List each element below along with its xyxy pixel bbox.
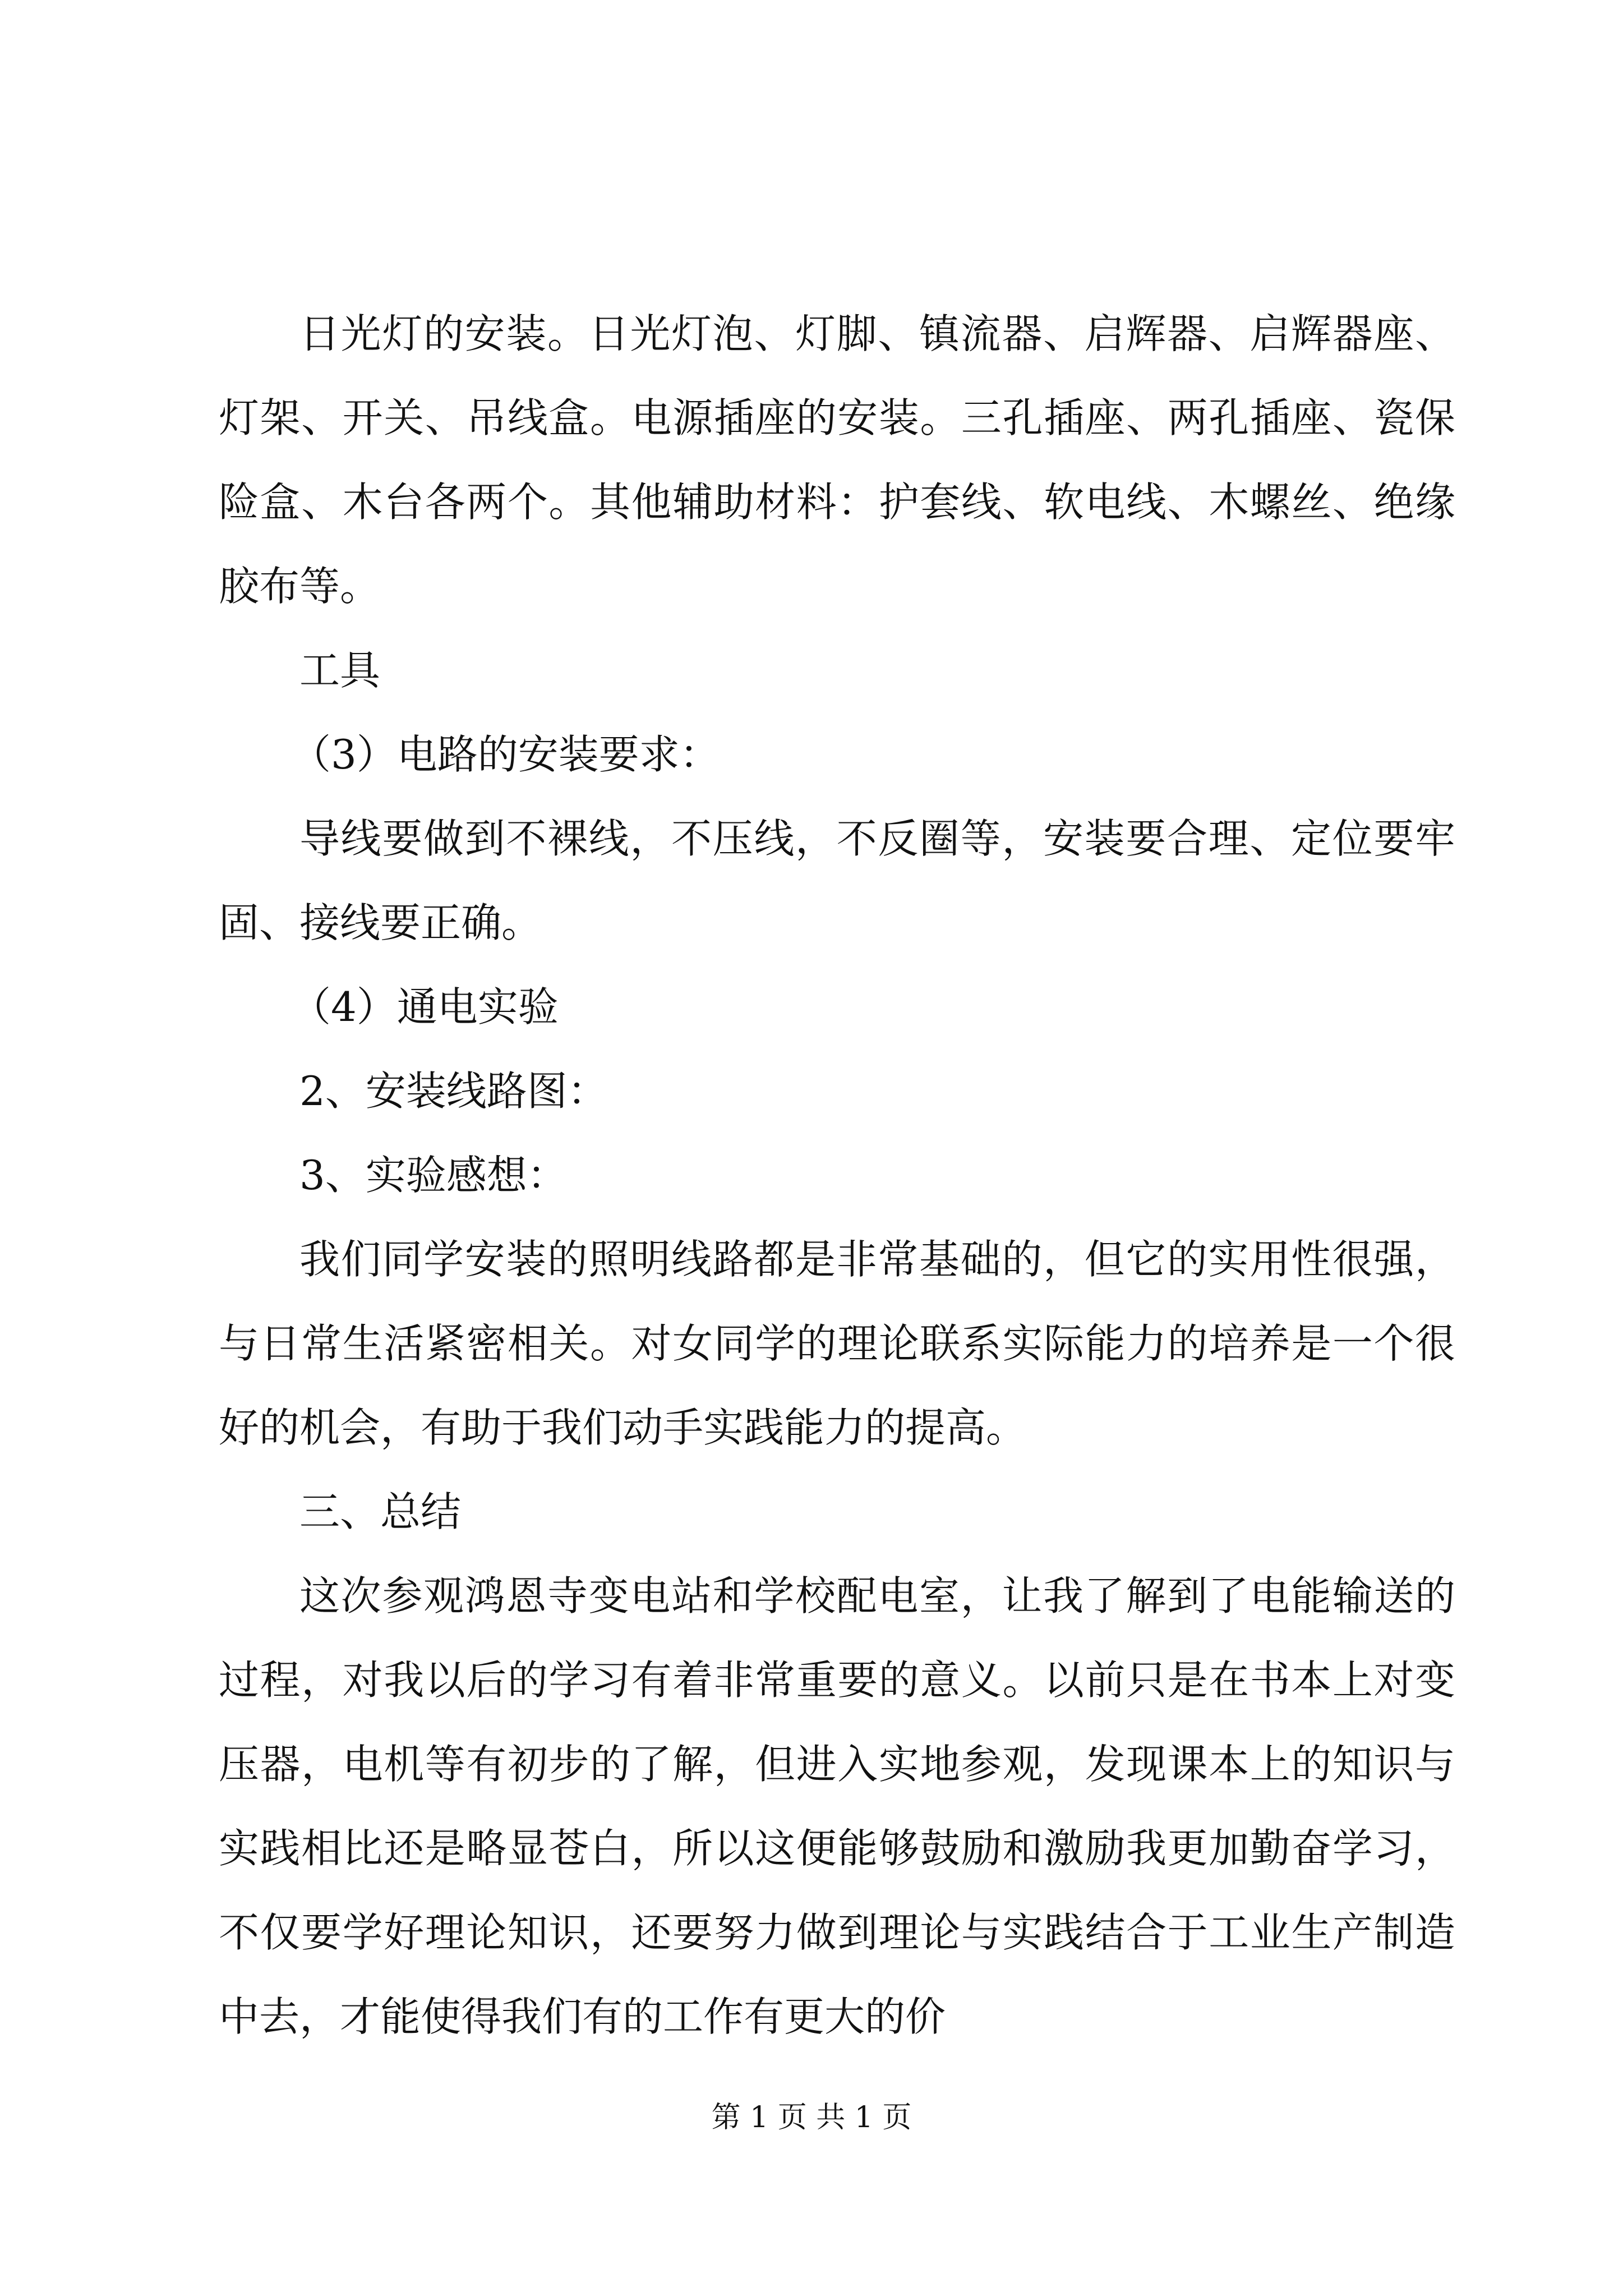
paragraph-materials: 日光灯的安装。日光灯泡、灯脚、镇流器、启辉器、启辉器座、灯架、开关、吊线盒。电源插座的安装。三孔插座、两孔插座、瓷保险盒、木台各两个。其他辅助材料：护套线、软电线、木螺丝、绝缘胶布等。 [219, 310, 1455, 610]
paragraph-summary: 这次参观鸿恩寺变电站和学校配电室，让我了解到了电能输送的过程，对我以后的学习有着非常重要的意义。以前只是在书本上对变压器，电机等有初步的了解，但进入实地参观，发现课本上的知识与实践相比还是略显苍白，所以这便能够鼓励和激励我更加勤奋学习，不仅要学好理论知识，还要努力做到理论与实践结合于工业生产制造中去，才能使得我们有的工作有更大的价 [219, 1572, 1455, 2040]
heading-power-test: （4）通电实验 [291, 983, 559, 1030]
heading-experiment-reflection: 3、实验感想： [299, 1152, 568, 1199]
heading-summary: 三、总结 [299, 1488, 462, 1535]
paragraph-install-requirements: 导线要做到不裸线，不压线，不反圈等，安装要合理、定位要牢固、接线要正确。 [219, 815, 1455, 946]
heading-install-requirements: （3）电路的安装要求： [291, 731, 720, 778]
paragraph-tools: 工具 [299, 647, 381, 694]
document-body [219, 292, 1455, 2059]
paragraph-experiment-reflection: 我们同学安装的照明线路都是非常基础的，但它的实用性很强，与日常生活紧密相关。对女同学的理论联系实际能力的培养是一个很好的机会，有助于我们动手实践能力的提高。 [219, 1236, 1455, 1451]
heading-wiring-diagram: 2、安装线路图： [299, 1068, 608, 1115]
page-number-label: 第 1 页 共 1 页 [711, 2101, 912, 2134]
page-footer [0, 2098, 1623, 2137]
